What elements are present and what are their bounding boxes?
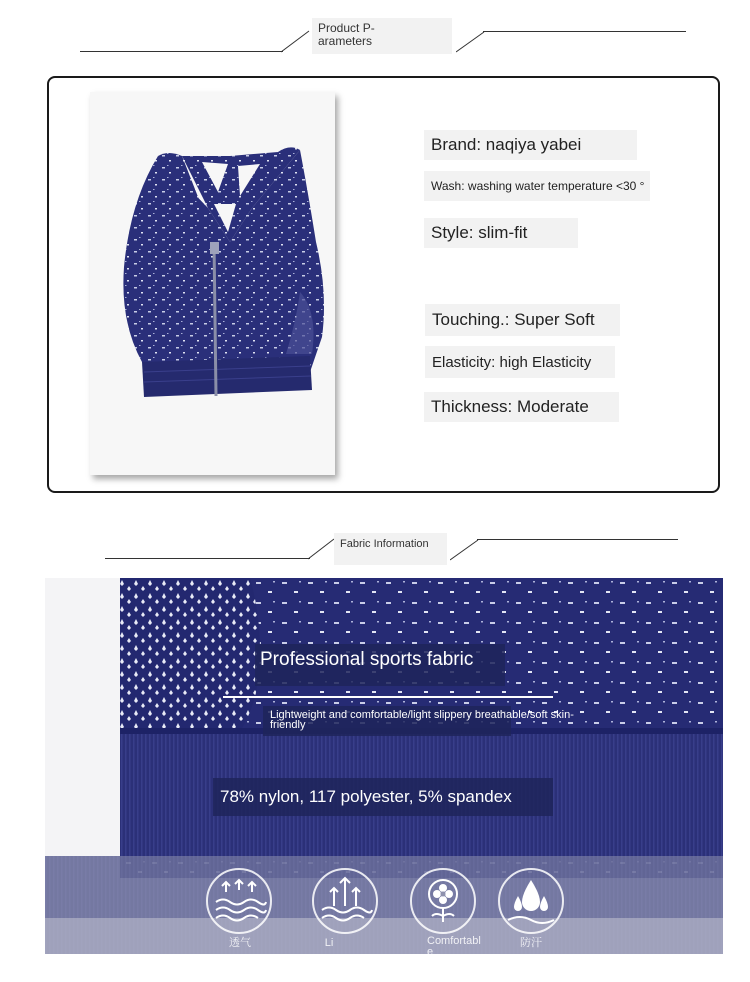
header-slant-left	[281, 30, 311, 53]
fabric-header-label: Fabric Information	[334, 533, 447, 565]
fabric-title: Professional sports fabric	[260, 649, 474, 670]
product-photo	[90, 92, 335, 475]
header-rule-left	[105, 558, 310, 559]
fabric-section-header	[0, 530, 750, 580]
param-thickness: Thickness: Moderate	[424, 392, 619, 422]
params-header-label: Product P- arameters	[312, 18, 452, 54]
fabric-subtitle: Lightweight and comfortable/light slippery breathable/soft skin-friendly	[270, 709, 574, 731]
header-slant-right	[456, 31, 486, 53]
header-rule-right	[483, 31, 686, 32]
param-wash: Wash: washing water temperature <30 °	[424, 171, 650, 201]
param-touching: Touching.: Super Soft	[425, 304, 620, 336]
feature-label: Li	[324, 937, 334, 949]
breathable-icon	[206, 868, 272, 934]
wicking-icon	[312, 868, 378, 934]
parameters-card	[47, 76, 720, 493]
title-underline	[223, 694, 553, 700]
feature-label: 透气	[229, 937, 251, 949]
header-slant-left	[308, 538, 336, 560]
params-section-header	[0, 10, 750, 60]
fabric-banner	[45, 578, 723, 954]
param-elasticity: Elasticity: high Elasticity	[425, 346, 615, 378]
header-slant-right	[450, 539, 480, 561]
header-rule-left	[80, 51, 283, 52]
flower-icon	[410, 868, 476, 934]
water-drop-icon	[498, 868, 564, 934]
param-style: Style: slim-fit	[424, 218, 578, 248]
feature-label: 防汗	[520, 937, 542, 949]
fabric-composition: 78% nylon, 117 polyester, 5% spandex	[220, 787, 512, 806]
sports-bra-illustration	[90, 92, 335, 475]
fabric-closeup-image	[45, 578, 723, 954]
param-brand: Brand: naqiya yabei	[424, 130, 637, 160]
feature-label: Comfortabl e	[427, 935, 481, 954]
header-rule-right	[477, 539, 678, 540]
